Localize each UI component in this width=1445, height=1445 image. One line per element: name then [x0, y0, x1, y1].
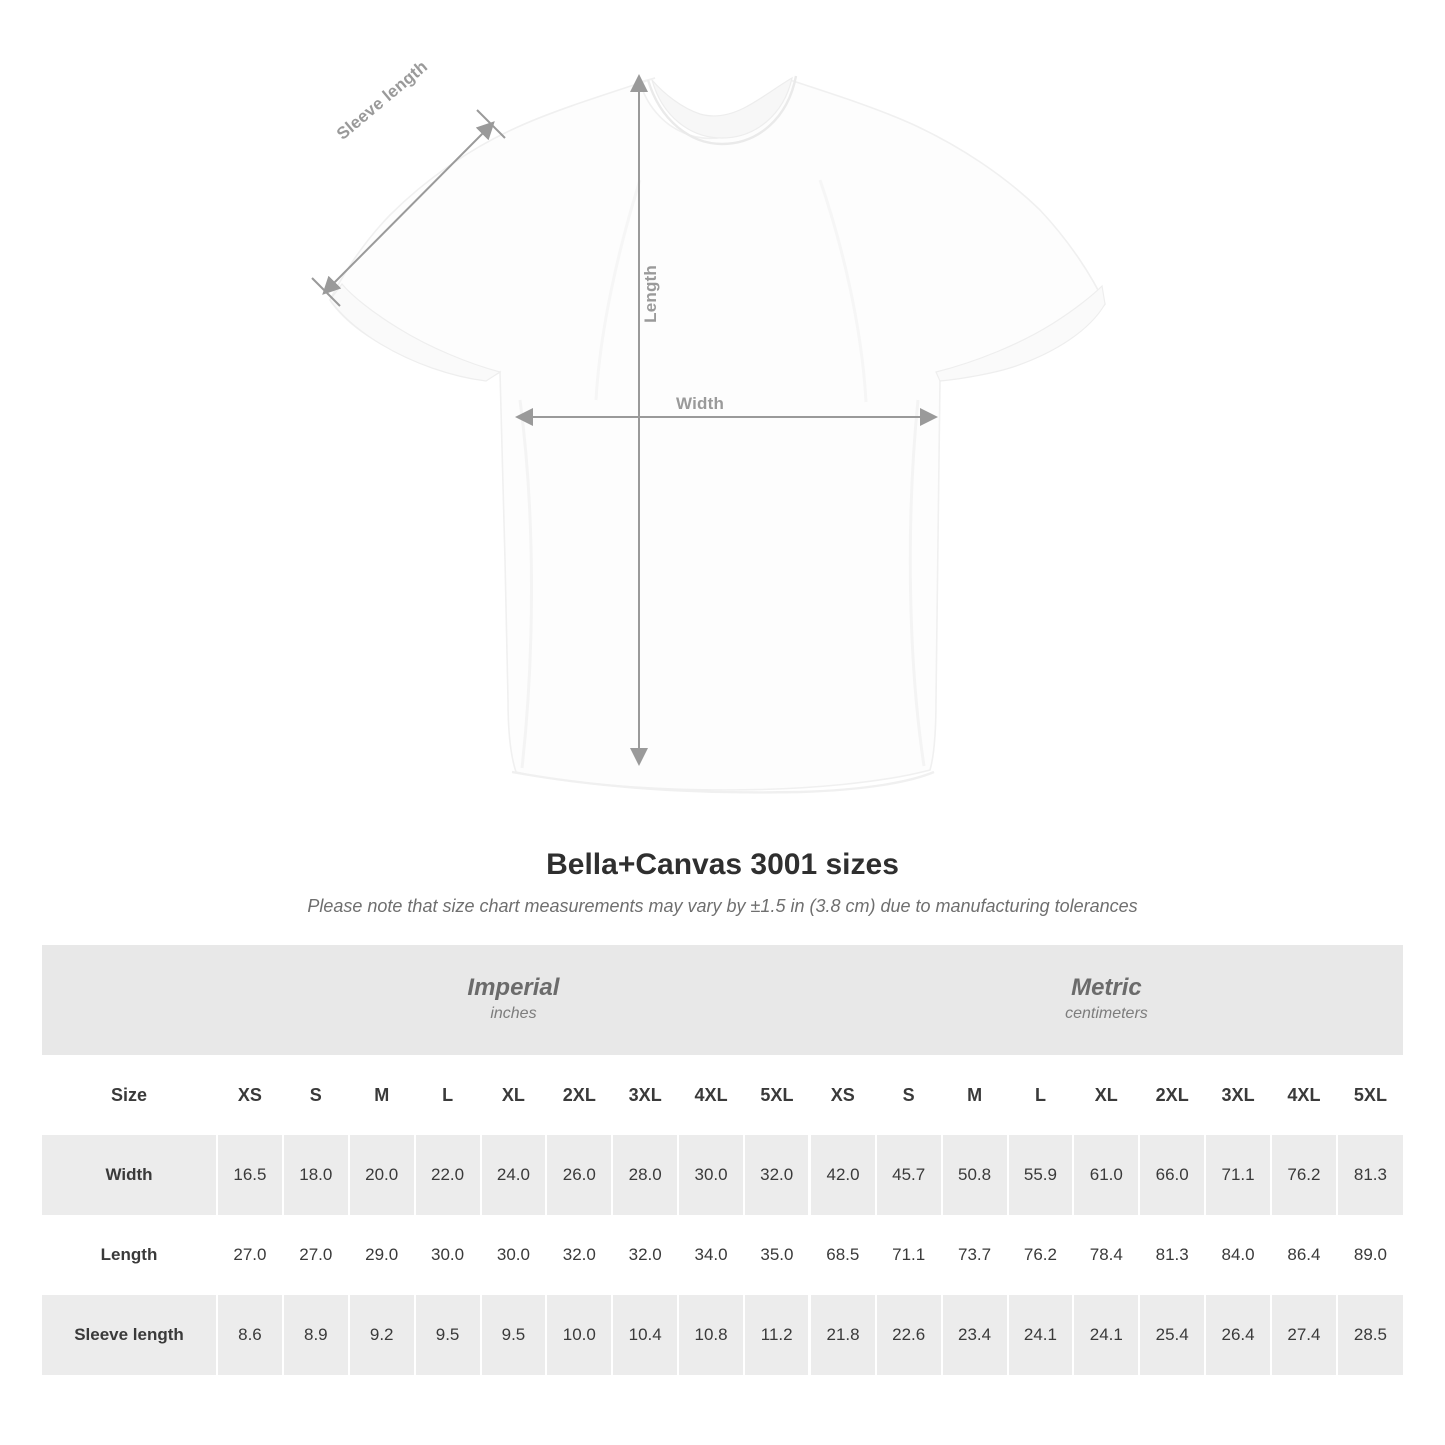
table-cell: 30.0 — [415, 1215, 481, 1295]
unit-name-imperial: Imperial — [467, 974, 560, 1002]
unit-header-metric — [810, 945, 1403, 1055]
unit-name-metric: Metric — [1071, 974, 1142, 1002]
table-cell: 73.7 — [942, 1215, 1008, 1295]
table-cell: 55.9 — [1008, 1135, 1074, 1215]
table-cell: 76.2 — [1008, 1215, 1074, 1295]
size-header-cell: S — [283, 1055, 349, 1135]
size-header-row — [42, 1055, 1403, 1135]
size-header-cell: XS — [810, 1055, 876, 1135]
table-cell: 68.5 — [810, 1215, 876, 1295]
label-length: Length — [641, 265, 660, 323]
table-cell: 78.4 — [1073, 1215, 1139, 1295]
table-cell: 27.0 — [217, 1215, 283, 1295]
size-header-cell: 5XL — [744, 1055, 810, 1135]
table-cell: 10.0 — [546, 1295, 612, 1375]
size-header-cell: 5XL — [1337, 1055, 1403, 1135]
table-cell: 35.0 — [744, 1215, 810, 1295]
table-cell: 34.0 — [678, 1215, 744, 1295]
size-header-cell: 3XL — [612, 1055, 678, 1135]
table-cell: 81.3 — [1337, 1135, 1403, 1215]
table-cell: 24.0 — [481, 1135, 547, 1215]
table-cell: 24.1 — [1073, 1295, 1139, 1375]
unit-header-row — [42, 945, 1403, 1055]
table-cell: 16.5 — [217, 1135, 283, 1215]
tshirt-shape — [330, 76, 1105, 792]
unit-header-spacer — [42, 945, 217, 1055]
table-row-width — [42, 1135, 1403, 1215]
table-cell: 22.0 — [415, 1135, 481, 1215]
table-cell: 24.1 — [1008, 1295, 1074, 1375]
row-label-length: Length — [42, 1215, 217, 1295]
table-cell: 26.0 — [546, 1135, 612, 1215]
row-label-width: Width — [42, 1135, 217, 1215]
table-cell: 61.0 — [1073, 1135, 1139, 1215]
table-cell: 9.5 — [481, 1295, 547, 1375]
table-cell: 32.0 — [744, 1135, 810, 1215]
column-header-size: Size — [42, 1055, 217, 1135]
size-header-cell: M — [942, 1055, 1008, 1135]
size-header-cell: XL — [1073, 1055, 1139, 1135]
table-cell: 27.0 — [283, 1215, 349, 1295]
table-cell: 20.0 — [349, 1135, 415, 1215]
tolerance-note: Please note that size chart measurements may vary by ±1.5 in (3.8 cm) due to manufacturing tolerances — [307, 896, 1138, 916]
size-header-cell: L — [1008, 1055, 1074, 1135]
size-header-cell: L — [415, 1055, 481, 1135]
size-header-cell: 3XL — [1205, 1055, 1271, 1135]
table-cell: 28.0 — [612, 1135, 678, 1215]
table-cell: 9.5 — [415, 1295, 481, 1375]
table-cell: 30.0 — [678, 1135, 744, 1215]
table-cell: 11.2 — [744, 1295, 810, 1375]
table-row-length — [42, 1215, 1403, 1295]
unit-sub-metric: centimeters — [1065, 1004, 1148, 1022]
table-cell: 10.4 — [612, 1295, 678, 1375]
size-header-cell: 4XL — [1271, 1055, 1337, 1135]
table-cell: 10.8 — [678, 1295, 744, 1375]
table-row-sleeve-length — [42, 1295, 1403, 1375]
row-label-sleeve-length: Sleeve length — [42, 1295, 217, 1375]
table-cell: 8.9 — [283, 1295, 349, 1375]
table-cell: 71.1 — [876, 1215, 942, 1295]
table-cell: 22.6 — [876, 1295, 942, 1375]
table-cell: 8.6 — [217, 1295, 283, 1375]
table-cell: 28.5 — [1337, 1295, 1403, 1375]
unit-sub-imperial: inches — [490, 1004, 537, 1022]
table-cell: 25.4 — [1139, 1295, 1205, 1375]
size-header-cell: XL — [481, 1055, 547, 1135]
table-cell: 9.2 — [349, 1295, 415, 1375]
title-block — [0, 848, 1445, 917]
size-header-cell: M — [349, 1055, 415, 1135]
table-cell: 76.2 — [1271, 1135, 1337, 1215]
table-cell: 32.0 — [612, 1215, 678, 1295]
size-header-cell: XS — [217, 1055, 283, 1135]
table-cell: 81.3 — [1139, 1215, 1205, 1295]
label-sleeve-length: Sleeve length — [333, 56, 432, 144]
table-cell: 18.0 — [283, 1135, 349, 1215]
table-cell: 30.0 — [481, 1215, 547, 1295]
table-cell: 71.1 — [1205, 1135, 1271, 1215]
table-cell: 84.0 — [1205, 1215, 1271, 1295]
label-width: Width — [676, 394, 725, 413]
table-cell: 89.0 — [1337, 1215, 1403, 1295]
size-header-cell: 2XL — [546, 1055, 612, 1135]
table-cell: 50.8 — [942, 1135, 1008, 1215]
size-header-cell: 2XL — [1139, 1055, 1205, 1135]
page-title: Bella+Canvas 3001 sizes — [546, 848, 899, 881]
table-cell: 86.4 — [1271, 1215, 1337, 1295]
unit-header-imperial — [217, 945, 810, 1055]
table-cell: 45.7 — [876, 1135, 942, 1215]
table-cell: 27.4 — [1271, 1295, 1337, 1375]
size-table — [42, 945, 1403, 1375]
size-header-cell: 4XL — [678, 1055, 744, 1135]
table-cell: 32.0 — [546, 1215, 612, 1295]
table-cell: 42.0 — [810, 1135, 876, 1215]
table-cell: 23.4 — [942, 1295, 1008, 1375]
table-cell: 26.4 — [1205, 1295, 1271, 1375]
table-cell: 66.0 — [1139, 1135, 1205, 1215]
size-table-wrapper — [42, 945, 1403, 1375]
table-cell: 21.8 — [810, 1295, 876, 1375]
size-header-cell: S — [876, 1055, 942, 1135]
table-cell: 29.0 — [349, 1215, 415, 1295]
